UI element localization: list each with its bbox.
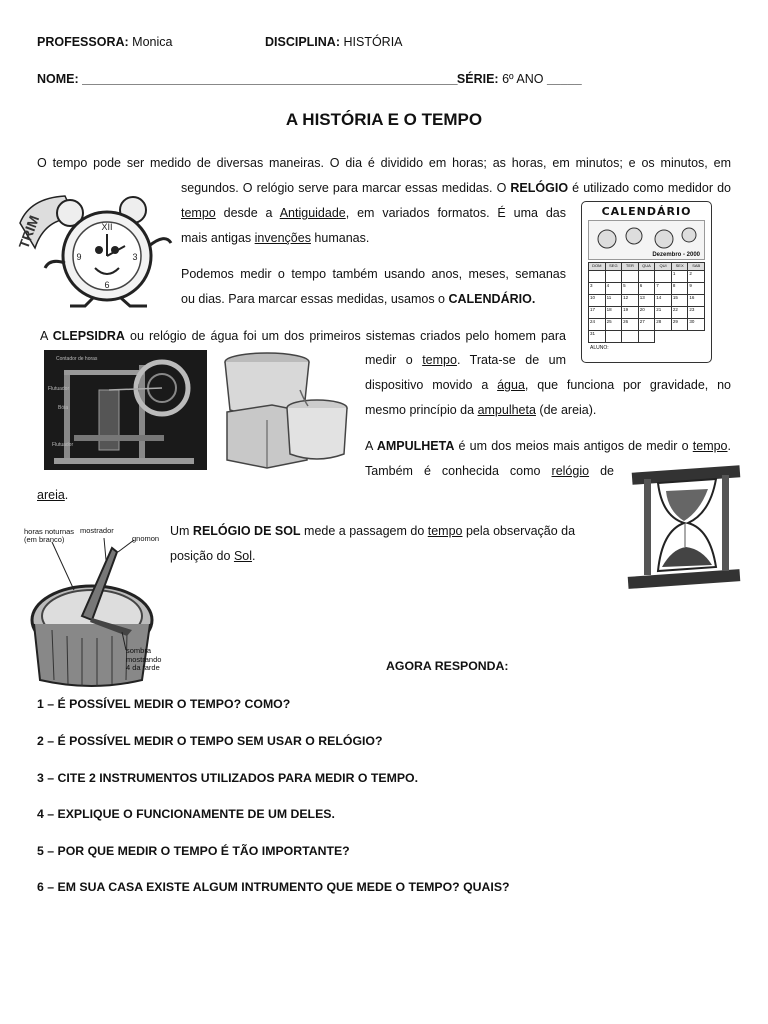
link-agua[interactable]: água [497,378,525,392]
hourglass-illustration [622,461,747,595]
calendar-date-cell: 14 [655,295,672,307]
question-1: 1 – É POSSÍVEL MEDIR O TEMPO? COMO? [37,697,291,711]
calendar-date-cell: 23 [688,307,705,319]
water-clock-vessels [212,350,354,470]
question-2: 2 – É POSSÍVEL MEDIR O TEMPO SEM USAR O RELÓGIO? [37,734,383,748]
calendar-date-cell [606,271,623,283]
link-tempo[interactable]: tempo [422,353,457,367]
sundial-text: Um [170,524,193,538]
calendar-date-cell: 29 [672,319,689,331]
calendar-date-cell: 31 [589,331,606,343]
night-hours-sublabel: (em branco) [24,535,65,544]
clepsidra-text: ou relógio de água foi um dos primeiros sistemas criados pelo homem para [124,329,566,343]
calendar-date-cell: 4 [606,283,623,295]
ampulheta-text: é um dos meios mais antigos de medir o [454,439,693,453]
intro-text: humanas. [310,231,370,245]
calendar-illustration [581,201,712,363]
calendar-date-cell [639,271,656,283]
calendar-date-cell: 3 [589,283,606,295]
ampulheta-text: Também é conhecida como [365,464,552,478]
link-areia[interactable]: areia [37,488,65,502]
relogio-de-sol-term: RELÓGIO DE SOL [192,524,301,538]
ampulheta-line-3 [37,483,68,508]
calendar-date-cell: 2 [688,271,705,283]
clepsidra-line-3 [365,373,731,398]
sundial-text: pela observação da [462,524,576,538]
calendar-date-cell: 12 [622,295,639,307]
sundial-label-shadow [126,647,161,673]
calendar-subtitle: Dezembro - 2000 [652,252,700,258]
calendar-date-cell: 27 [639,319,656,331]
calendar-picture [588,220,705,260]
intro-text: segundos. O relógio serve para marcar essas medidas. O [181,181,511,195]
grade-line: _____ [546,72,582,86]
clepsidra-line-1 [40,324,566,349]
link-antiguidade[interactable]: Antiguidade [279,206,346,220]
intro-line-3 [181,201,566,226]
calendar-date-cell [622,331,639,343]
calendar-date-cell: 6 [639,283,656,295]
calendar-date-cell: 17 [589,307,606,319]
intro-line-2 [181,176,731,201]
intro-text: , em variados formatos. É uma das [345,206,566,220]
calendar-date-cell: 7 [655,283,672,295]
shadow-label-3: 4 da tarde [126,663,160,672]
calendar-title: CALENDÁRIO [601,205,692,218]
clepsidra-text: , que funciona por gravidade, no [524,378,732,392]
link-invencoes[interactable]: invenções [254,231,311,245]
calendar-date-cell [622,271,639,283]
sundial-label-gnomon: gnomon [132,534,160,543]
grade-label: SÉRIE: [456,72,499,86]
calendar-footer: ALUNO: [590,345,609,351]
subject-field [265,35,403,49]
clepsidra-text: medir o [365,353,423,367]
calendar-date-cell: 11 [606,295,623,307]
svg-text:TRIM: TRIM [15,213,43,251]
calendario-term: CALENDÁRIO. [448,292,536,306]
link-tempo[interactable]: tempo [181,206,216,220]
name-field [37,72,582,86]
professor-name: Monica [132,35,173,49]
link-tempo[interactable]: tempo [427,524,463,538]
clepsidra-text: A [40,329,53,343]
sundial-label-night [24,528,74,544]
ampulheta-line-2 [365,459,614,484]
calendar-date-cell: 13 [639,295,656,307]
calendar-day-header: DOM [589,263,606,271]
calendar-date-cell: 5 [622,283,639,295]
sundial-text: . [252,549,256,563]
question-5: 5 – POR QUE MEDIR O TEMPO É TÃO IMPORTANTE? [37,844,350,858]
calendar-date-cell [639,331,656,343]
clepsidra-line-4 [365,398,596,423]
name-line: ___________________________________________________________ [82,72,457,86]
ampulheta-text: de [589,464,614,478]
sundial-line-1 [170,519,575,544]
sundial-text: posição do [170,549,234,563]
intro-text: desde a [215,206,280,220]
link-ampulheta[interactable]: ampulheta [477,403,536,417]
intro-text: é utilizado como medidor do [568,181,732,195]
calendar-line-1: Podemos medir o tempo também usando anos, meses, semanas [181,267,566,281]
link-tempo[interactable]: tempo [692,439,728,453]
sundial-label-dial: mostrador [80,526,114,535]
calendar-date-cell [589,271,606,283]
calendar-day-header: TER [622,263,639,271]
intro-text: mais antigas [181,231,255,245]
clepsydra-label-3: Bóia [58,405,69,411]
calendar-date-cell: 19 [622,307,639,319]
svg-text:9: 9 [76,252,82,262]
svg-text:XII: XII [101,222,113,232]
calendar-date-cell: 18 [606,307,623,319]
shadow-label-2: mostrando [126,654,162,664]
sundial-text: mede a passagem do [300,524,428,538]
page-title: A HISTÓRIA E O TEMPO [285,110,483,129]
calendar-date-cell: 25 [606,319,623,331]
clepsydra-diagram [44,350,207,470]
calendar-text: ou dias. Para marcar essas medidas, usamos o [181,292,449,306]
calendar-date-cell: 15 [672,295,689,307]
alarm-clock-illustration [15,188,175,310]
name-label: NOME: [37,72,79,86]
calendar-date-cell: 20 [639,307,656,319]
professor-field [37,35,172,49]
shadow-label-1: sombra [126,646,152,655]
calendar-date-cell: 9 [688,283,705,295]
intro-line-1: O tempo pode ser medido de diversas maneiras. O dia é dividido em horas; as horas, em minutos; e os minutos, em [37,156,731,170]
calendar-date-cell: 30 [688,319,705,331]
calendar-date-cell: 28 [655,319,672,331]
calendar-grid [588,262,705,343]
clepsidra-line-2 [365,348,566,373]
calendar-date-cell: 26 [622,319,639,331]
calendar-date-cell: 1 [672,271,689,283]
link-sol[interactable]: Sol [233,549,253,563]
calendar-day-header: SAB [688,263,705,271]
calendar-day-header: QUA [639,263,656,271]
calendar-date-cell: 10 [589,295,606,307]
ampulheta-text: . [64,488,69,502]
clepsydra-label-4: Flutuador [52,442,74,448]
ampulheta-term: AMPULHETA [376,439,455,453]
calendar-day-header: QUI [655,263,672,271]
clepsydra-label-1: Contador de horas [56,356,98,362]
sundial-line-2 [170,544,256,569]
professor-label: PROFESSORA: [37,35,129,49]
questions-heading: AGORA RESPONDA: [386,659,509,673]
night-hours-label: horas noturnas [24,527,75,536]
clepsidra-text: (de areia). [535,403,597,417]
subject-name: HISTÓRIA [343,35,403,49]
calendar-date-cell [606,331,623,343]
ampulheta-text: . [727,439,731,453]
subject-label: DISCIPLINA: [265,35,340,49]
clepsidra-text: . Trata-se de um [456,353,566,367]
clepsidra-term: CLEPSIDRA [52,329,125,343]
calendar-date-cell: 24 [589,319,606,331]
calendar-date-cell: 16 [688,295,705,307]
calendar-day-header: SEG [606,263,623,271]
ampulheta-text: A [365,439,377,453]
svg-text:6: 6 [104,280,110,290]
calendar-date-cell: 22 [672,307,689,319]
ampulheta-line-1 [365,434,731,459]
intro-line-4 [181,226,369,251]
question-6: 6 – EM SUA CASA EXISTE ALGUM INTRUMENTO QUE MEDE O TEMPO? QUAIS? [37,880,510,894]
grade-value: 6º ANO [502,72,544,86]
calendar-date-cell: 8 [672,283,689,295]
calendar-line-2 [181,287,535,312]
calendar-date-cell [655,271,672,283]
clepsydra-label-2: Flutuador [48,386,70,392]
relogio-term: RELÓGIO [510,181,569,195]
calendar-day-header: SEX [672,263,689,271]
svg-text:3: 3 [132,252,138,262]
clepsidra-text: mesmo princípio da [365,403,478,417]
question-3: 3 – CITE 2 INSTRUMENTOS UTILIZADOS PARA MEDIR O TEMPO. [37,771,419,785]
clepsidra-text: dispositivo movido a [365,378,498,392]
question-4: 4 – EXPLIQUE O FUNCIONAMENTE DE UM DELES. [37,807,335,821]
calendar-date-cell: 21 [655,307,672,319]
sundial-illustration [22,520,162,688]
link-relogio[interactable]: relógio [551,464,590,478]
